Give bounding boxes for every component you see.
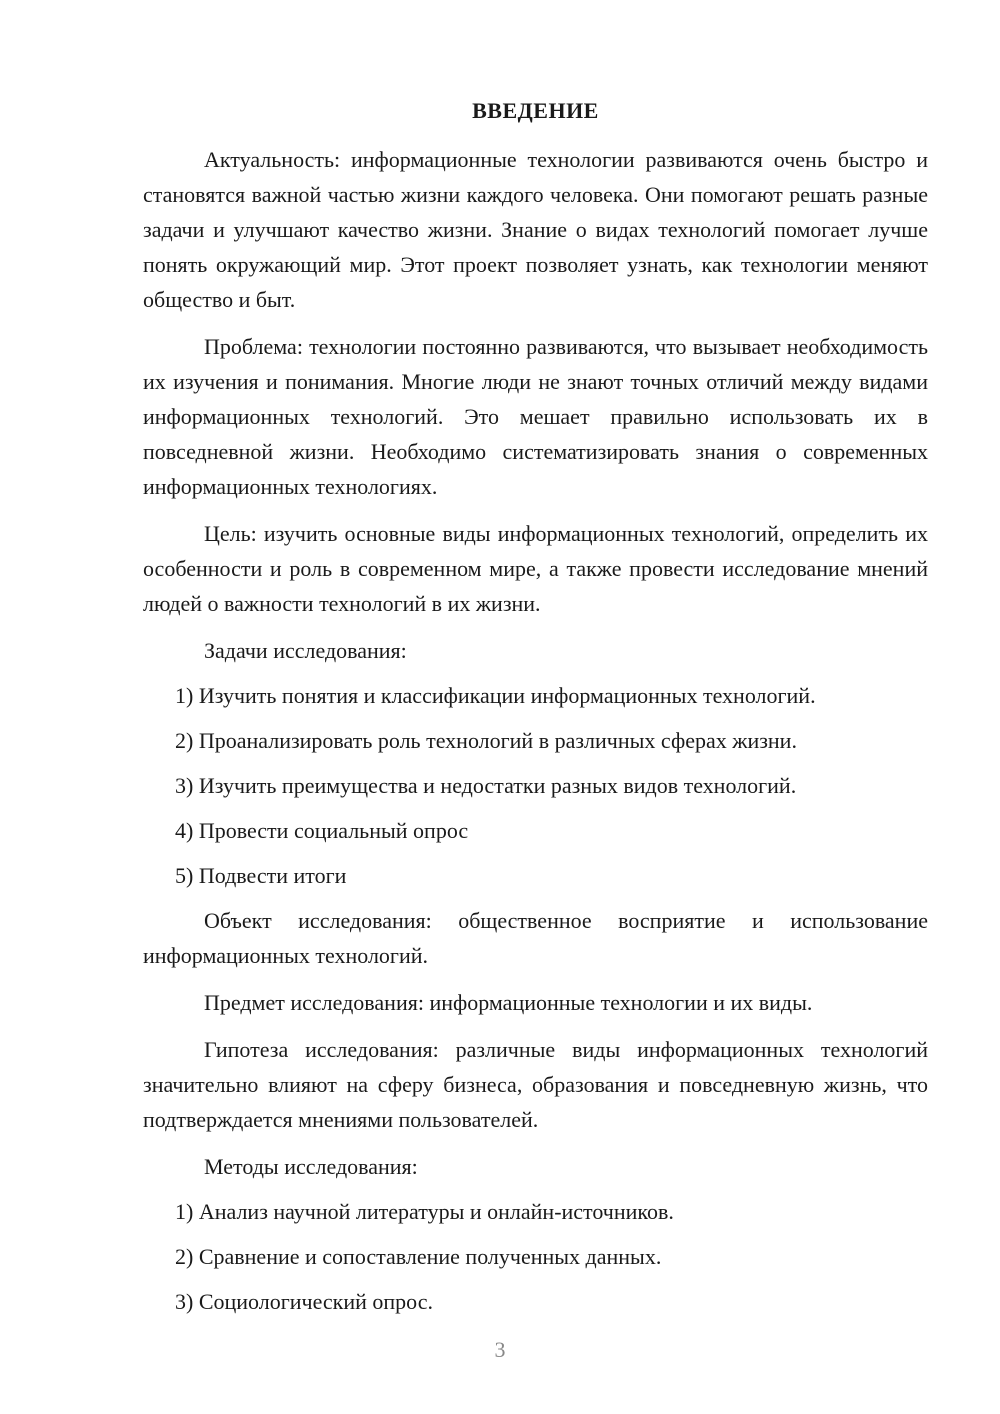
method-item: 3) Социологический опрос. (175, 1289, 433, 1314)
hypothesis-paragraph: Гипотеза исследования: различные виды информационных технологий значительно влияют на сферу бизнеса, образования и повседневную жизнь, что подтверждается мнениями пользователей. (143, 1037, 928, 1132)
problem-paragraph: Проблема: технологии постоянно развиваются, что вызывает необходимость их изучения и понимания. Многие люди не знают точных отличий между видами информационных технологий. Это мешает правильно использовать их в повседневной жизни. Необходимо систематизировать знания о современных информационных технологиях. (143, 334, 928, 499)
method-item: 1) Анализ научной литературы и онлайн-источников. (175, 1199, 674, 1224)
document-page (143, 93, 928, 1329)
goal-paragraph: Цель: изучить основные виды информационных технологий, определить их особенности и роль в современном мире, а также провести исследование мнений людей о важности технологий в их жизни. (143, 521, 928, 616)
task-item: 3) Изучить преимущества и недостатки разных видов технологий. (175, 773, 797, 798)
object-paragraph: Объект исследования: общественное восприятие и использование информационных технологий. (143, 908, 928, 968)
task-item: 2) Проанализировать роль технологий в различных сферах жизни. (175, 728, 797, 753)
page-number: 3 (494, 1337, 506, 1362)
method-item: 2) Сравнение и сопоставление полученных данных. (175, 1244, 662, 1269)
page-title: ВВЕДЕНИЕ (472, 98, 599, 123)
subject-paragraph: Предмет исследования: информационные технологии и их виды. (204, 990, 813, 1015)
methods-heading: Методы исследования: (204, 1154, 418, 1179)
tasks-heading: Задачи исследования: (204, 638, 407, 663)
relevance-paragraph: Актуальность: информационные технологии развиваются очень быстро и становятся важной частью жизни каждого человека. Они помогают решать разные задачи и улучшают качество жизни. Знание о видах технологий помогает лучше понять окружающий мир. Этот проект позволяет узнать, как технологии меняют общество и быт. (143, 147, 928, 312)
task-item: 1) Изучить понятия и классификации информационных технологий. (175, 683, 816, 708)
task-item: 5) Подвести итоги (175, 863, 347, 888)
task-item: 4) Провести социальный опрос (175, 818, 469, 843)
